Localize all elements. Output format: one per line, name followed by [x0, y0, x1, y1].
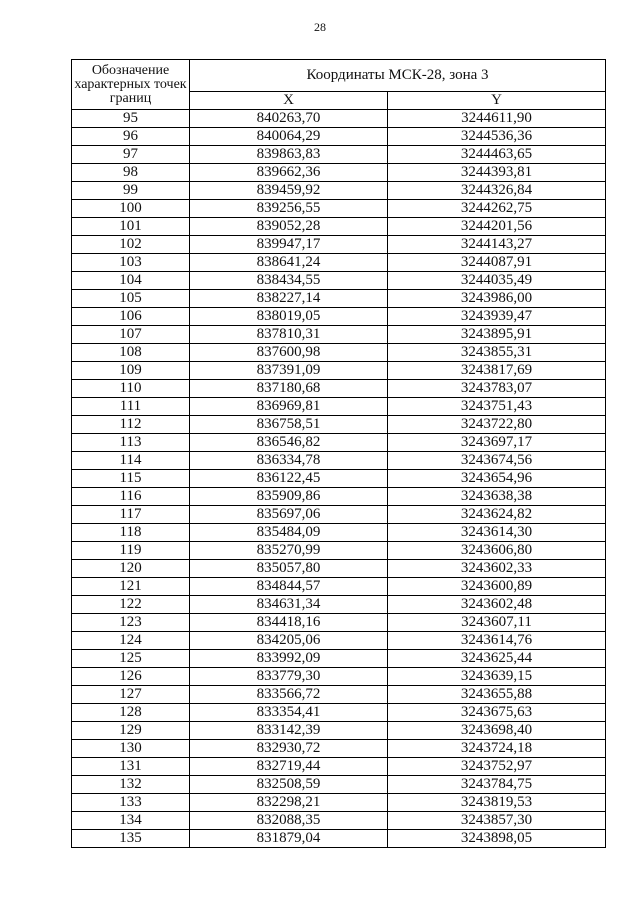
y-coordinate-cell: 3243674,56 — [388, 452, 606, 470]
table-row — [72, 452, 606, 470]
table-row — [72, 632, 606, 650]
point-id-cell: 105 — [72, 290, 190, 308]
table-row — [72, 722, 606, 740]
point-id-cell: 97 — [72, 146, 190, 164]
y-coordinate-cell: 3243602,33 — [388, 560, 606, 578]
point-id-cell: 118 — [72, 524, 190, 542]
table-row — [72, 506, 606, 524]
point-id-cell: 110 — [72, 380, 190, 398]
y-coordinate-cell: 3243697,17 — [388, 434, 606, 452]
table-row — [72, 362, 606, 380]
table-row — [72, 614, 606, 632]
point-id-cell: 122 — [72, 596, 190, 614]
table-row — [72, 398, 606, 416]
table-row — [72, 524, 606, 542]
point-id-cell: 106 — [72, 308, 190, 326]
y-coordinate-cell: 3243939,47 — [388, 308, 606, 326]
point-id-cell: 103 — [72, 254, 190, 272]
point-id-cell: 119 — [72, 542, 190, 560]
point-id-cell: 123 — [72, 614, 190, 632]
x-coordinate-cell: 836546,82 — [190, 434, 388, 452]
point-id-cell: 108 — [72, 344, 190, 362]
point-id-cell: 115 — [72, 470, 190, 488]
table-row — [72, 380, 606, 398]
x-coordinate-cell: 839947,17 — [190, 236, 388, 254]
table-row — [72, 164, 606, 182]
point-id-cell: 125 — [72, 650, 190, 668]
point-id-cell: 95 — [72, 110, 190, 128]
y-coordinate-cell: 3243722,80 — [388, 416, 606, 434]
x-coordinate-cell: 837391,09 — [190, 362, 388, 380]
y-coordinate-cell: 3243614,76 — [388, 632, 606, 650]
x-coordinate-cell: 837600,98 — [190, 344, 388, 362]
y-coordinate-cell: 3243855,31 — [388, 344, 606, 362]
table-row — [72, 308, 606, 326]
table-row — [72, 704, 606, 722]
x-coordinate-cell: 839256,55 — [190, 200, 388, 218]
y-coordinate-cell: 3243602,48 — [388, 596, 606, 614]
x-coordinate-cell: 838019,05 — [190, 308, 388, 326]
table-row — [72, 200, 606, 218]
y-coordinate-cell: 3243752,97 — [388, 758, 606, 776]
x-coordinate-cell: 838434,55 — [190, 272, 388, 290]
point-id-cell: 111 — [72, 398, 190, 416]
x-coordinate-cell: 834844,57 — [190, 578, 388, 596]
table-body — [72, 110, 606, 848]
x-coordinate-cell: 833992,09 — [190, 650, 388, 668]
x-coordinate-cell: 840064,29 — [190, 128, 388, 146]
point-id-cell: 99 — [72, 182, 190, 200]
table-row — [72, 434, 606, 452]
table-row — [72, 578, 606, 596]
point-id-cell: 96 — [72, 128, 190, 146]
point-id-cell: 129 — [72, 722, 190, 740]
x-coordinate-cell: 834418,16 — [190, 614, 388, 632]
table-row — [72, 830, 606, 848]
table-row — [72, 218, 606, 236]
y-coordinate-cell: 3244143,27 — [388, 236, 606, 254]
y-coordinate-cell: 3243895,91 — [388, 326, 606, 344]
table-row — [72, 326, 606, 344]
y-coordinate-cell: 3243751,43 — [388, 398, 606, 416]
x-coordinate-cell: 838641,24 — [190, 254, 388, 272]
y-coordinate-cell: 3243724,18 — [388, 740, 606, 758]
coordinates-table — [71, 59, 606, 848]
x-coordinate-cell: 839863,83 — [190, 146, 388, 164]
table-row — [72, 560, 606, 578]
table-row — [72, 596, 606, 614]
y-coordinate-cell: 3244536,36 — [388, 128, 606, 146]
y-coordinate-cell: 3244326,84 — [388, 182, 606, 200]
point-id-cell: 100 — [72, 200, 190, 218]
table-row — [72, 686, 606, 704]
y-coordinate-cell: 3244087,91 — [388, 254, 606, 272]
y-coordinate-cell: 3243606,80 — [388, 542, 606, 560]
table-row — [72, 488, 606, 506]
table-row — [72, 812, 606, 830]
y-coordinate-cell: 3244463,65 — [388, 146, 606, 164]
point-id-cell: 127 — [72, 686, 190, 704]
x-coordinate-cell: 836758,51 — [190, 416, 388, 434]
x-coordinate-cell: 833779,30 — [190, 668, 388, 686]
x-coordinate-cell: 839052,28 — [190, 218, 388, 236]
point-id-cell: 126 — [72, 668, 190, 686]
point-id-cell: 133 — [72, 794, 190, 812]
x-coordinate-cell: 835484,09 — [190, 524, 388, 542]
point-id-cell: 98 — [72, 164, 190, 182]
y-coordinate-cell: 3243639,15 — [388, 668, 606, 686]
x-coordinate-cell: 836969,81 — [190, 398, 388, 416]
table-row — [72, 254, 606, 272]
y-coordinate-cell: 3243607,11 — [388, 614, 606, 632]
y-coordinate-cell: 3243625,44 — [388, 650, 606, 668]
y-coordinate-cell: 3244201,56 — [388, 218, 606, 236]
x-coordinate-cell: 835697,06 — [190, 506, 388, 524]
point-id-cell: 132 — [72, 776, 190, 794]
x-coordinate-cell: 835270,99 — [190, 542, 388, 560]
x-coordinate-cell: 831879,04 — [190, 830, 388, 848]
table-row — [72, 236, 606, 254]
point-id-cell: 112 — [72, 416, 190, 434]
y-coordinate-cell: 3243819,53 — [388, 794, 606, 812]
table-row — [72, 416, 606, 434]
y-coordinate-cell: 3243624,82 — [388, 506, 606, 524]
x-coordinate-cell: 832719,44 — [190, 758, 388, 776]
y-coordinate-cell: 3243675,63 — [388, 704, 606, 722]
y-coordinate-cell: 3243783,07 — [388, 380, 606, 398]
point-id-cell: 130 — [72, 740, 190, 758]
x-coordinate-cell: 832088,35 — [190, 812, 388, 830]
page-number: 28 — [314, 20, 326, 34]
point-id-cell: 109 — [72, 362, 190, 380]
y-coordinate-cell: 3244262,75 — [388, 200, 606, 218]
point-id-cell: 102 — [72, 236, 190, 254]
table-header-row — [72, 60, 606, 92]
point-id-cell: 120 — [72, 560, 190, 578]
x-coordinate-cell: 836122,45 — [190, 470, 388, 488]
table-row — [72, 290, 606, 308]
x-coordinate-cell: 840263,70 — [190, 110, 388, 128]
y-coordinate-cell: 3243986,00 — [388, 290, 606, 308]
y-coordinate-cell: 3244035,49 — [388, 272, 606, 290]
x-coordinate-cell: 835057,80 — [190, 560, 388, 578]
table-row — [72, 128, 606, 146]
table-row — [72, 758, 606, 776]
table-row — [72, 182, 606, 200]
table-row — [72, 794, 606, 812]
table-row — [72, 776, 606, 794]
table-row — [72, 470, 606, 488]
x-coordinate-cell: 837180,68 — [190, 380, 388, 398]
y-coordinate-cell: 3243600,89 — [388, 578, 606, 596]
point-label-header: Обозначение характерных точек границ — [72, 60, 190, 110]
table-row — [72, 344, 606, 362]
point-id-cell: 121 — [72, 578, 190, 596]
y-coordinate-cell: 3244611,90 — [388, 110, 606, 128]
point-id-cell: 135 — [72, 830, 190, 848]
y-coordinate-cell: 3243784,75 — [388, 776, 606, 794]
x-coordinate-cell: 833566,72 — [190, 686, 388, 704]
x-coordinate-cell: 832930,72 — [190, 740, 388, 758]
table-row — [72, 650, 606, 668]
x-coordinate-cell: 832298,21 — [190, 794, 388, 812]
y-coordinate-cell: 3243614,30 — [388, 524, 606, 542]
point-id-cell: 107 — [72, 326, 190, 344]
x-coordinate-cell: 837810,31 — [190, 326, 388, 344]
x-column-header: X — [190, 92, 388, 110]
point-id-cell: 104 — [72, 272, 190, 290]
point-id-cell: 113 — [72, 434, 190, 452]
table-row — [72, 542, 606, 560]
x-coordinate-cell: 833354,41 — [190, 704, 388, 722]
point-id-cell: 131 — [72, 758, 190, 776]
point-id-cell: 114 — [72, 452, 190, 470]
x-coordinate-cell: 833142,39 — [190, 722, 388, 740]
x-coordinate-cell: 834631,34 — [190, 596, 388, 614]
x-coordinate-cell: 839459,92 — [190, 182, 388, 200]
table-row — [72, 272, 606, 290]
x-coordinate-cell: 834205,06 — [190, 632, 388, 650]
point-id-cell: 117 — [72, 506, 190, 524]
table-row — [72, 110, 606, 128]
table-row — [72, 740, 606, 758]
x-coordinate-cell: 835909,86 — [190, 488, 388, 506]
table-row — [72, 668, 606, 686]
x-coordinate-cell: 839662,36 — [190, 164, 388, 182]
point-id-cell: 101 — [72, 218, 190, 236]
y-column-header: Y — [388, 92, 606, 110]
y-coordinate-cell: 3243654,96 — [388, 470, 606, 488]
y-coordinate-cell: 3243638,38 — [388, 488, 606, 506]
coordinates-group-header: Координаты МСК-28, зона 3 — [190, 60, 606, 92]
point-id-cell: 124 — [72, 632, 190, 650]
y-coordinate-cell: 3244393,81 — [388, 164, 606, 182]
point-id-cell: 134 — [72, 812, 190, 830]
point-id-cell: 116 — [72, 488, 190, 506]
x-coordinate-cell: 836334,78 — [190, 452, 388, 470]
x-coordinate-cell: 832508,59 — [190, 776, 388, 794]
y-coordinate-cell: 3243655,88 — [388, 686, 606, 704]
y-coordinate-cell: 3243817,69 — [388, 362, 606, 380]
y-coordinate-cell: 3243898,05 — [388, 830, 606, 848]
table-row — [72, 146, 606, 164]
y-coordinate-cell: 3243857,30 — [388, 812, 606, 830]
point-id-cell: 128 — [72, 704, 190, 722]
x-coordinate-cell: 838227,14 — [190, 290, 388, 308]
y-coordinate-cell: 3243698,40 — [388, 722, 606, 740]
